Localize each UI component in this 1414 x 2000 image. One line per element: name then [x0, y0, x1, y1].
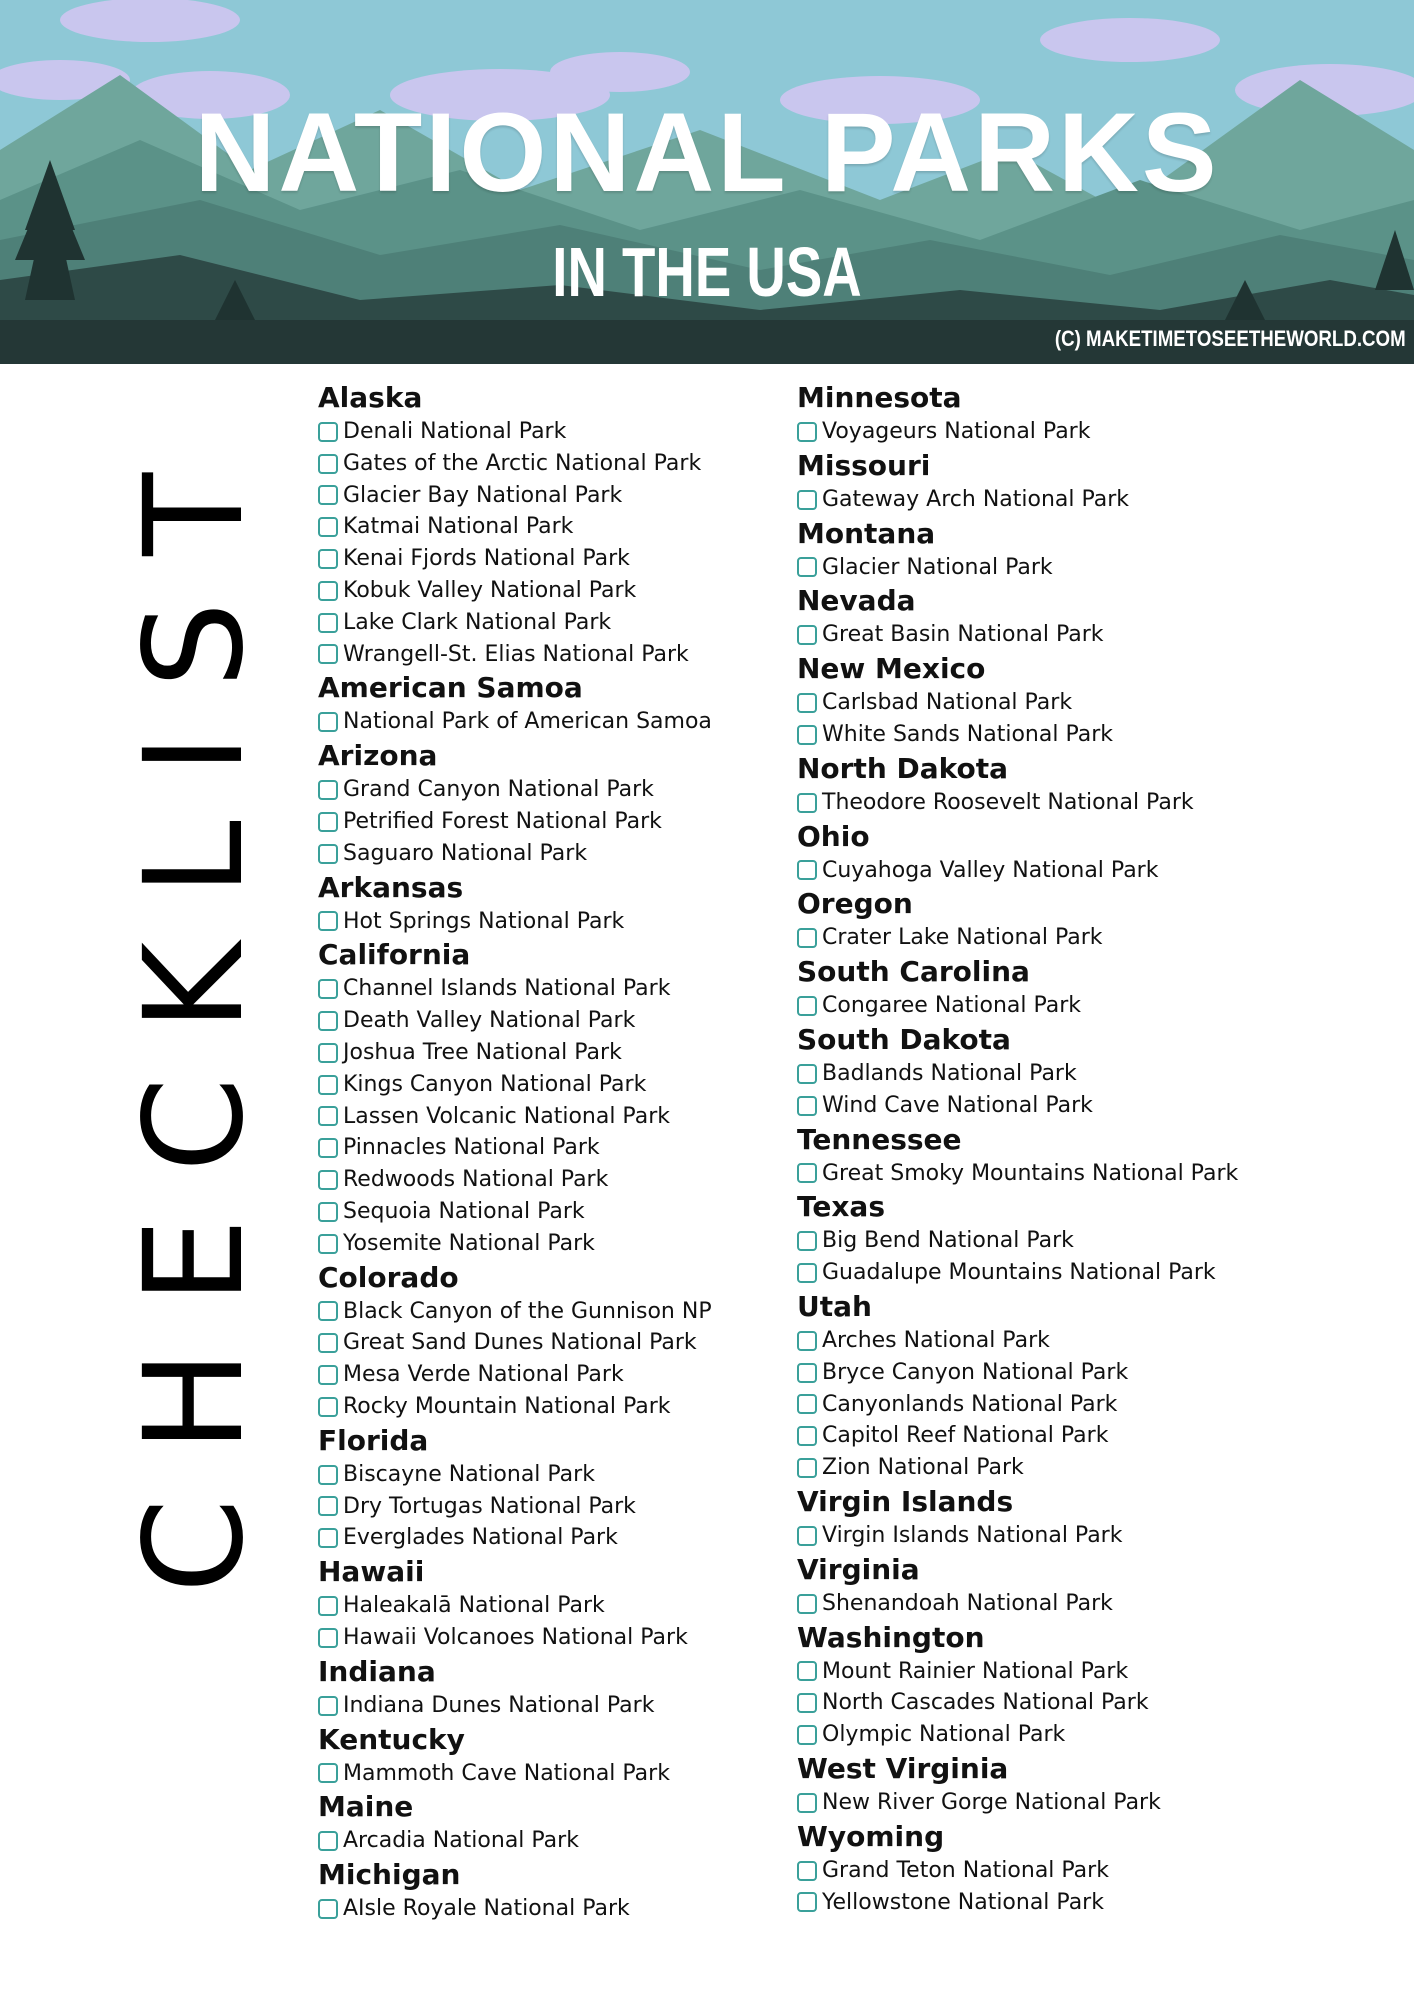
park-item-yosemite-national-park[interactable]: [318, 1228, 768, 1260]
state-heading: Virgin Islands: [797, 1484, 1014, 1518]
checklist-column-left: [318, 380, 768, 1925]
park-checkbox[interactable]: [318, 1496, 338, 1516]
park-name: Joshua Tree National Park: [343, 1039, 622, 1065]
park-checkbox[interactable]: [318, 1628, 338, 1648]
park-checkbox[interactable]: [318, 979, 338, 999]
park-item-carlsbad-national-park[interactable]: [797, 687, 1357, 719]
park-item-rocky-mountain-national-park[interactable]: [318, 1391, 768, 1423]
state-group-missouri: [797, 448, 1357, 516]
state-heading: Florida: [318, 1423, 429, 1457]
state-heading: Kentucky: [318, 1722, 465, 1756]
park-item-gates-of-the-arctic-national-park[interactable]: [318, 448, 768, 480]
park-checkbox[interactable]: [797, 1331, 817, 1351]
park-name: Wind Cave National Park: [822, 1092, 1093, 1118]
park-checkbox[interactable]: [797, 725, 817, 745]
park-checkbox[interactable]: [797, 1394, 817, 1414]
park-checkbox[interactable]: [797, 1363, 817, 1383]
state-group-alaska: [318, 380, 768, 670]
park-item-gateway-arch-national-park[interactable]: [797, 484, 1357, 516]
park-name: Pinnacles National Park: [343, 1135, 600, 1161]
park-name: Glacier National Park: [822, 554, 1053, 580]
state-heading: Missouri: [797, 448, 931, 482]
park-name: Bryce Canyon National Park: [822, 1359, 1129, 1385]
park-checkbox[interactable]: [797, 1661, 817, 1681]
park-item-pinnacles-national-park[interactable]: [318, 1132, 768, 1164]
state-heading: West Virginia: [797, 1751, 1009, 1785]
park-checkbox[interactable]: [797, 1231, 817, 1251]
park-item-kenai-fjords-national-park[interactable]: [318, 543, 768, 575]
park-checkbox[interactable]: [318, 613, 338, 633]
park-checkbox[interactable]: [318, 422, 338, 442]
park-name: Mesa Verde National Park: [343, 1362, 624, 1388]
park-name: Arcadia National Park: [343, 1828, 579, 1854]
park-item-indiana-dunes-national-park[interactable]: [318, 1690, 768, 1722]
park-name: Great Smoky Mountains National Park: [822, 1160, 1239, 1186]
park-item-kings-canyon-national-park[interactable]: [318, 1069, 768, 1101]
park-item-zion-national-park[interactable]: [797, 1452, 1357, 1484]
park-checkbox[interactable]: [797, 1892, 817, 1912]
state-group-montana: [797, 516, 1357, 584]
park-item-mount-rainier-national-park[interactable]: [797, 1656, 1357, 1688]
park-checkbox[interactable]: [318, 1696, 338, 1716]
park-name: Mount Rainier National Park: [822, 1658, 1129, 1684]
state-group-florida: [318, 1423, 768, 1554]
park-name: Badlands National Park: [822, 1060, 1077, 1086]
park-checkbox[interactable]: [318, 1011, 338, 1031]
park-checkbox[interactable]: [318, 644, 338, 664]
park-checkbox[interactable]: [318, 1202, 338, 1222]
park-checkbox[interactable]: [318, 1333, 338, 1353]
state-heading: Washington: [797, 1620, 985, 1654]
state-group-michigan: [318, 1857, 768, 1925]
park-checkbox[interactable]: [318, 581, 338, 601]
park-item-great-sand-dunes-national-park[interactable]: [318, 1327, 768, 1359]
state-heading: California: [318, 938, 471, 972]
park-checkbox[interactable]: [318, 549, 338, 569]
park-name: Redwoods National Park: [343, 1167, 609, 1193]
park-checkbox[interactable]: [318, 1106, 338, 1126]
park-checkbox[interactable]: [318, 1075, 338, 1095]
park-item-black-canyon-of-the-gunnison-np[interactable]: [318, 1296, 768, 1328]
park-item-death-valley-national-park[interactable]: [318, 1005, 768, 1037]
park-checkbox[interactable]: [318, 911, 338, 931]
park-name: Katmai National Park: [343, 514, 574, 540]
state-heading: American Samoa: [318, 671, 583, 705]
state-group-oregon: [797, 886, 1357, 954]
state-group-wyoming: [797, 1819, 1357, 1919]
park-name: Arches National Park: [822, 1327, 1050, 1353]
park-checkbox[interactable]: [318, 1170, 338, 1190]
park-checkbox[interactable]: [797, 1693, 817, 1713]
park-checkbox[interactable]: [318, 1365, 338, 1385]
park-name: Indiana Dunes National Park: [343, 1692, 655, 1718]
park-name: Great Basin National Park: [822, 622, 1104, 648]
park-name: Biscayne National Park: [343, 1461, 595, 1487]
park-name: Everglades National Park: [343, 1525, 618, 1551]
park-item-petrified-forest-national-park[interactable]: [318, 806, 768, 838]
park-name: Gateway Arch National Park: [822, 486, 1130, 512]
park-name: Kenai Fjords National Park: [343, 546, 630, 572]
park-item-white-sands-national-park[interactable]: [797, 719, 1357, 751]
park-item-guadalupe-mountains-national-park[interactable]: [797, 1257, 1357, 1289]
park-checkbox[interactable]: [318, 1138, 338, 1158]
park-item-redwoods-national-park[interactable]: [318, 1164, 768, 1196]
park-name: Olympic National Park: [822, 1722, 1066, 1748]
park-item-katmai-national-park[interactable]: [318, 511, 768, 543]
park-name: National Park of American Samoa: [343, 709, 712, 735]
state-group-colorado: [318, 1260, 768, 1423]
park-item-biscayne-national-park[interactable]: [318, 1459, 768, 1491]
park-item-denali-national-park[interactable]: [318, 416, 768, 448]
state-group-virginia: [797, 1552, 1357, 1620]
park-checkbox[interactable]: [797, 860, 817, 880]
park-name: Zion National Park: [822, 1455, 1024, 1481]
park-name: Hot Springs National Park: [343, 908, 625, 934]
state-heading: Tennessee: [797, 1122, 962, 1156]
park-checkbox[interactable]: [797, 1263, 817, 1283]
park-checkbox[interactable]: [797, 1426, 817, 1446]
park-checkbox[interactable]: [797, 1594, 817, 1614]
park-item-voyageurs-national-park[interactable]: [797, 416, 1357, 448]
park-name: Voyageurs National Park: [822, 419, 1091, 444]
state-group-west-virginia: [797, 1751, 1357, 1819]
checklist-side-label-text: CHECKLIST: [116, 426, 274, 1594]
park-name: Saguaro National Park: [343, 840, 588, 866]
state-group-minnesota: [797, 380, 1357, 448]
park-item-new-river-gorge-national-park[interactable]: [797, 1787, 1357, 1819]
park-name: Black Canyon of the Gunnison NP: [343, 1298, 712, 1324]
state-heading: Colorado: [318, 1260, 459, 1294]
state-heading: Wyoming: [797, 1819, 945, 1853]
state-group-virgin-islands: [797, 1484, 1357, 1552]
park-name: Denali National Park: [343, 419, 567, 444]
park-item-lassen-volcanic-national-park[interactable]: [318, 1101, 768, 1133]
park-item-kobuk-valley-national-park[interactable]: [318, 575, 768, 607]
state-heading: Arizona: [318, 739, 438, 773]
park-checkbox[interactable]: [797, 1861, 817, 1881]
park-item-capitol-reef-national-park[interactable]: [797, 1420, 1357, 1452]
park-item-shenandoah-national-park[interactable]: [797, 1588, 1357, 1620]
park-name: Grand Teton National Park: [822, 1857, 1109, 1883]
park-item-haleakala-national-park[interactable]: [318, 1590, 768, 1622]
park-item-glacier-bay-national-park[interactable]: [318, 480, 768, 512]
state-heading: Oregon: [797, 887, 913, 921]
state-heading: Nevada: [797, 584, 916, 618]
park-item-hot-springs-national-park[interactable]: [318, 906, 768, 938]
park-name: Great Sand Dunes National Park: [343, 1330, 697, 1356]
park-name: Channel Islands National Park: [343, 976, 671, 1002]
park-checkbox[interactable]: [318, 780, 338, 800]
state-heading: Arkansas: [318, 870, 464, 904]
state-group-north-dakota: [797, 751, 1357, 819]
state-heading: Virginia: [797, 1552, 920, 1586]
park-name: Glacier Bay National Park: [343, 482, 623, 508]
park-name: New River Gorge National Park: [822, 1789, 1161, 1815]
state-heading: North Dakota: [797, 751, 1009, 785]
park-checkbox[interactable]: [318, 1301, 338, 1321]
park-checkbox[interactable]: [318, 517, 338, 537]
state-heading: Montana: [797, 516, 936, 550]
park-item-yellowstone-national-park[interactable]: [797, 1887, 1357, 1919]
park-checkbox[interactable]: [318, 1234, 338, 1254]
park-item-aisle-royale-national-park[interactable]: [318, 1893, 768, 1925]
state-heading: Texas: [797, 1190, 885, 1224]
park-item-dry-tortugas-national-park[interactable]: [318, 1491, 768, 1523]
header-banner: [0, 0, 1414, 364]
park-item-national-park-of-american-samoa[interactable]: [318, 706, 768, 738]
state-group-nevada: [797, 583, 1357, 651]
park-name: Canyonlands National Park: [822, 1391, 1118, 1417]
park-name: Capitol Reef National Park: [822, 1423, 1109, 1449]
park-name: Virgin Islands National Park: [822, 1522, 1123, 1548]
state-group-texas: [797, 1189, 1357, 1289]
park-item-everglades-national-park[interactable]: [318, 1522, 768, 1554]
state-group-hawaii: [318, 1554, 768, 1654]
park-checkbox[interactable]: [797, 1163, 817, 1183]
park-name: Lassen Volcanic National Park: [343, 1103, 670, 1129]
park-name: North Cascades National Park: [822, 1690, 1149, 1716]
state-group-indiana: [318, 1654, 768, 1722]
park-item-canyonlands-national-park[interactable]: [797, 1389, 1357, 1421]
park-name: Mammoth Cave National Park: [343, 1760, 670, 1786]
park-name: Guadalupe Mountains National Park: [822, 1260, 1216, 1286]
park-item-crater-lake-national-park[interactable]: [797, 922, 1357, 954]
park-item-mammoth-cave-national-park[interactable]: [318, 1758, 768, 1790]
state-heading: Indiana: [318, 1654, 436, 1688]
park-checkbox[interactable]: [318, 1763, 338, 1783]
state-group-south-dakota: [797, 1022, 1357, 1122]
state-heading: Michigan: [318, 1858, 461, 1892]
park-checkbox[interactable]: [797, 1064, 817, 1084]
state-group-american-samoa: [318, 670, 768, 738]
park-name: Yellowstone National Park: [822, 1889, 1104, 1915]
park-checkbox[interactable]: [318, 1397, 338, 1417]
state-group-arkansas: [318, 870, 768, 938]
page-title: NATIONAL PARKS: [194, 90, 1220, 215]
park-item-olympic-national-park[interactable]: [797, 1719, 1357, 1751]
park-item-great-smoky-mountains-national-park[interactable]: [797, 1158, 1357, 1190]
park-item-cuyahoga-valley-national-park[interactable]: [797, 855, 1357, 887]
copyright-credit: (C) MAKETIMETOSEETHEWORLD.COM: [1055, 326, 1406, 351]
park-checkbox[interactable]: [318, 1831, 338, 1851]
park-name: Crater Lake National Park: [822, 925, 1103, 951]
page-subtitle: IN THE USA: [552, 233, 862, 311]
state-group-ohio: [797, 819, 1357, 887]
park-item-glacier-national-park[interactable]: [797, 552, 1357, 584]
park-item-arches-national-park[interactable]: [797, 1325, 1357, 1357]
park-item-bryce-canyon-national-park[interactable]: [797, 1357, 1357, 1389]
park-checkbox[interactable]: [797, 1526, 817, 1546]
park-checkbox[interactable]: [797, 1725, 817, 1745]
park-item-mesa-verde-national-park[interactable]: [318, 1359, 768, 1391]
park-item-lake-clark-national-park[interactable]: [318, 607, 768, 639]
state-group-kentucky: [318, 1722, 768, 1790]
park-name: Gates of the Arctic National Park: [343, 450, 702, 476]
checklist-column-right: [797, 380, 1357, 1918]
state-group-arizona: [318, 738, 768, 869]
park-checkbox[interactable]: [797, 793, 817, 813]
park-checkbox[interactable]: [797, 928, 817, 948]
state-heading: Utah: [797, 1289, 872, 1323]
park-name: Big Bend National Park: [822, 1228, 1074, 1254]
park-item-badlands-national-park[interactable]: [797, 1058, 1357, 1090]
park-item-joshua-tree-national-park[interactable]: [318, 1037, 768, 1069]
state-group-maine: [318, 1789, 768, 1857]
state-group-washington: [797, 1620, 1357, 1751]
park-checkbox[interactable]: [797, 1458, 817, 1478]
state-heading: Hawaii: [318, 1555, 425, 1589]
park-name: Haleakalā National Park: [343, 1593, 605, 1619]
park-checkbox[interactable]: [318, 1899, 338, 1919]
park-name: Yosemite National Park: [343, 1230, 595, 1256]
state-heading: Maine: [318, 1790, 414, 1824]
park-name: Hawaii Volcanoes National Park: [343, 1624, 688, 1650]
state-group-california: [318, 937, 768, 1259]
state-heading: Ohio: [797, 819, 870, 853]
park-checkbox[interactable]: [797, 693, 817, 713]
park-item-grand-canyon-national-park[interactable]: [318, 774, 768, 806]
park-item-arcadia-national-park[interactable]: [318, 1825, 768, 1857]
park-name: Kobuk Valley National Park: [343, 577, 637, 603]
park-name: Theodore Roosevelt National Park: [822, 789, 1194, 815]
park-checkbox[interactable]: [797, 422, 817, 442]
park-item-north-cascades-national-park[interactable]: [797, 1687, 1357, 1719]
park-item-congaree-national-park[interactable]: [797, 990, 1357, 1022]
park-checkbox[interactable]: [318, 712, 338, 732]
park-item-great-basin-national-park[interactable]: [797, 619, 1357, 651]
park-name: Dry Tortugas National Park: [343, 1493, 636, 1519]
park-item-saguaro-national-park[interactable]: [318, 838, 768, 870]
state-heading: South Dakota: [797, 1022, 1011, 1056]
park-item-hawaii-volcanoes-national-park[interactable]: [318, 1622, 768, 1654]
park-name: Rocky Mountain National Park: [343, 1393, 671, 1419]
park-item-wind-cave-national-park[interactable]: [797, 1090, 1357, 1122]
park-checkbox[interactable]: [797, 490, 817, 510]
state-heading: Minnesota: [797, 381, 962, 414]
park-name: AIsle Royale National Park: [343, 1896, 630, 1922]
park-name: Grand Canyon National Park: [343, 777, 654, 803]
state-group-new-mexico: [797, 651, 1357, 751]
park-name: Petrified Forest National Park: [343, 808, 662, 834]
state-heading: South Carolina: [797, 955, 1030, 989]
park-checkbox[interactable]: [318, 844, 338, 864]
park-checkbox[interactable]: [797, 996, 817, 1016]
park-name: Shenandoah National Park: [822, 1590, 1113, 1616]
park-name: Wrangell-St. Elias National Park: [343, 641, 689, 667]
park-item-channel-islands-national-park[interactable]: [318, 973, 768, 1005]
state-group-tennessee: [797, 1122, 1357, 1190]
park-name: Congaree National Park: [822, 993, 1082, 1019]
park-item-big-bend-national-park[interactable]: [797, 1225, 1357, 1257]
park-checkbox[interactable]: [797, 557, 817, 577]
park-name: Cuyahoga Valley National Park: [822, 857, 1159, 883]
state-heading: New Mexico: [797, 652, 986, 686]
park-item-theodore-roosevelt-national-park[interactable]: [797, 787, 1357, 819]
park-checkbox[interactable]: [318, 454, 338, 474]
park-checkbox[interactable]: [318, 1596, 338, 1616]
state-group-south-carolina: [797, 954, 1357, 1022]
park-checkbox[interactable]: [318, 1465, 338, 1485]
park-item-sequoia-national-park[interactable]: [318, 1196, 768, 1228]
park-checkbox[interactable]: [797, 625, 817, 645]
park-item-grand-teton-national-park[interactable]: [797, 1855, 1357, 1887]
park-item-wrangell-st-elias-national-park[interactable]: [318, 639, 768, 671]
park-name: Lake Clark National Park: [343, 609, 612, 635]
park-name: Sequoia National Park: [343, 1198, 585, 1224]
park-checkbox[interactable]: [318, 812, 338, 832]
park-checkbox[interactable]: [797, 1096, 817, 1116]
park-name: Death Valley National Park: [343, 1008, 636, 1034]
park-checkbox[interactable]: [318, 485, 338, 505]
park-checkbox[interactable]: [318, 1043, 338, 1063]
park-checkbox[interactable]: [797, 1793, 817, 1813]
state-heading: Alaska: [318, 381, 423, 414]
park-item-virgin-islands-national-park[interactable]: [797, 1520, 1357, 1552]
park-name: Kings Canyon National Park: [343, 1071, 647, 1097]
park-name: Carlsbad National Park: [822, 690, 1073, 716]
park-name: White Sands National Park: [822, 721, 1113, 747]
park-checkbox[interactable]: [318, 1528, 338, 1548]
state-group-utah: [797, 1289, 1357, 1484]
